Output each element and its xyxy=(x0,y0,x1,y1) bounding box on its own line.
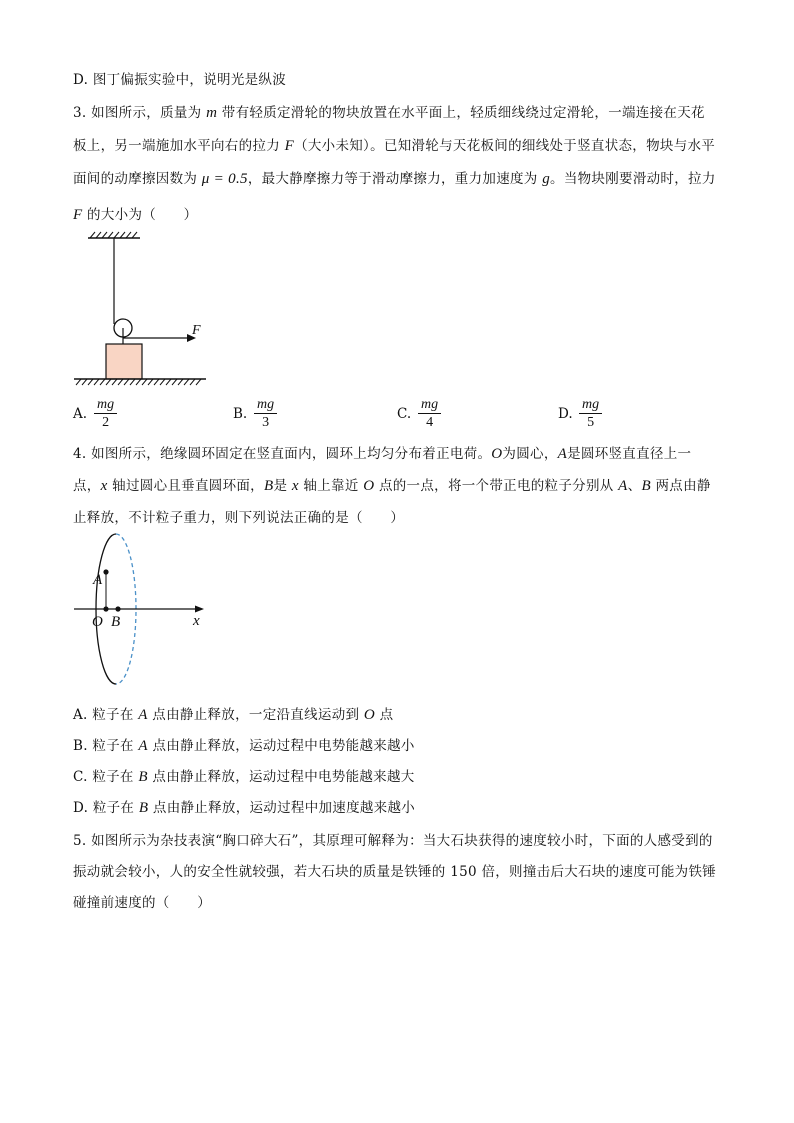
q3-line-4: F 的大小为（ ） xyxy=(73,207,198,223)
q4-line-1: 4. 如图所示，绝缘圆环固定在竖直面内，圆环上均匀分布着正电荷。O为圆心，A是圆环竖直直径上一 xyxy=(73,446,692,462)
q4-option-a: A. 粒子在 A 点由静止释放，一定沿直线运动到 O 点 xyxy=(73,707,394,723)
q3-pulley-figure xyxy=(70,228,215,388)
q3-option-a-fraction: $\frac{mg}{2}$ xyxy=(94,397,117,432)
q3-option-b-fraction: $\frac{mg}{3}$ xyxy=(254,397,277,432)
q4-ring-figure xyxy=(70,530,210,688)
q4-label-x: x xyxy=(193,613,200,629)
q3-line-2: 板上，另一端施加水平向右的拉力 F（大小未知）。已知滑轮与天花板间的细线处于竖直状态，物块与水平 xyxy=(73,138,716,154)
q5-line-3: 碰撞前速度的（ ） xyxy=(73,895,211,911)
q4-label-a: A xyxy=(93,572,103,588)
q3-option-b-letter: B. xyxy=(233,406,248,422)
q3-option-d-letter: D. xyxy=(558,406,573,422)
q3-line-1: 3. 如图所示，质量为 m 带有轻质定滑轮的物块放置在水平面上，轻质细线绕过定滑轮，一端连接在天花 xyxy=(73,105,705,121)
q3-line-3: 面间的动摩擦因数为 μ = 0.5，最大静摩擦力等于滑动摩擦力，重力加速度为 g。当物块刚要滑动时，拉力 xyxy=(73,171,716,187)
q3-option-d-fraction: $\frac{mg}{5}$ xyxy=(579,397,602,432)
q3-option-c-letter: C. xyxy=(397,406,412,422)
q4-option-b: B. 粒子在 A 点由静止释放，运动过程中电势能越来越小 xyxy=(73,738,415,754)
q3-option-a-letter: A. xyxy=(73,406,88,422)
q4-label-b: B xyxy=(111,614,121,630)
q5-line-1: 5. 如图所示为杂技表演“胸口碎大石”，其原理可解释为：当大石块获得的速度较小时，下面的人感受到的 xyxy=(73,833,713,849)
q2-option-d: D. 图丁偏振实验中，说明光是纵波 xyxy=(73,72,287,88)
q4-option-c: C. 粒子在 B 点由静止释放，运动过程中电势能越来越大 xyxy=(73,769,415,785)
q4-option-d: D. 粒子在 B 点由静止释放，运动过程中加速度越来越小 xyxy=(73,800,416,816)
q4-line-2: 点，x 轴过圆心且垂直圆环面，B是 x 轴上靠近 O 点的一点，将一个带正电的粒子分别从 A、B 两点由静 xyxy=(73,478,711,494)
q4-label-o: O xyxy=(92,614,103,630)
q5-line-2: 振动就会较小，人的安全性就较强，若大石块的质量是铁锤的 150 倍，则撞击后大石块的速度可能为铁锤 xyxy=(73,864,717,880)
q3-force-label: F xyxy=(192,323,201,338)
q3-option-c-fraction: $\frac{mg}{4}$ xyxy=(418,397,441,432)
q4-line-3: 止释放，不计粒子重力，则下列说法正确的是（ ） xyxy=(73,510,405,526)
